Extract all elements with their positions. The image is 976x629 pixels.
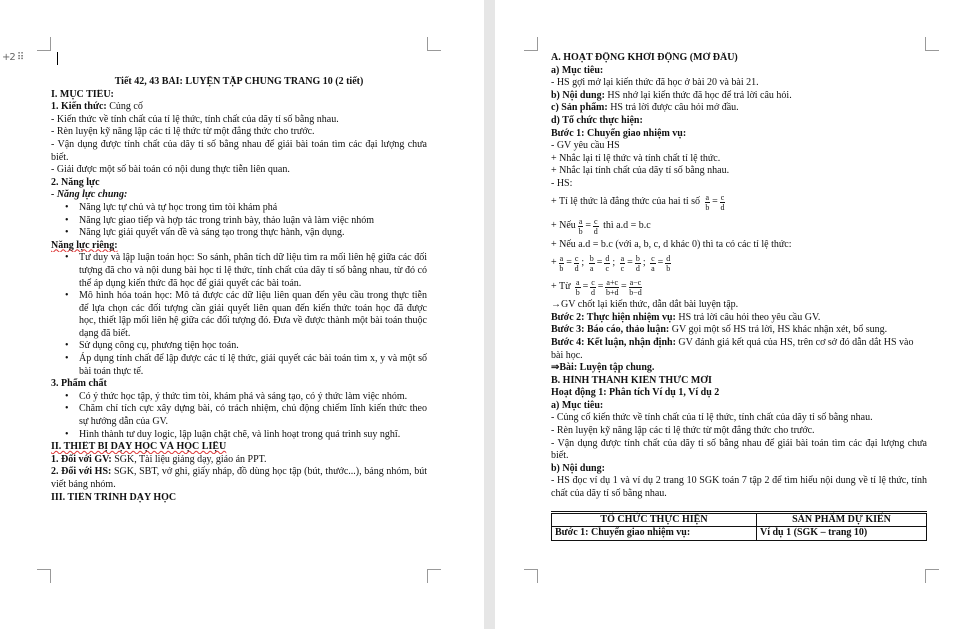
paragraph: - Vận dụng được tính chất của dãy tỉ số bằng nhau để giải bài toán tìm các đại lượng chưa biết. <box>551 437 927 462</box>
table-row <box>552 527 927 541</box>
paragraph: 1. Kiến thức: Củng cố <box>51 101 143 113</box>
subheading: Năng lực riêng: <box>51 239 118 251</box>
table-header-cell: TỔ CHỨC THỰC HIỆN <box>552 512 757 527</box>
fraction: $\frac{a}{c}$ <box>620 253 625 273</box>
subheading: a) Mục tiêu: <box>551 399 604 411</box>
list-item: • Năng lực giao tiếp và hợp tác trong trình bày, thảo luận và làm việc nhóm <box>51 215 427 228</box>
text-cursor <box>57 52 58 65</box>
fraction: $\frac{a}{b}$ <box>578 217 583 237</box>
section-heading: B. HÌNH THÀNH KIẾN THỨC MỚI <box>551 374 712 386</box>
subheading: b) Nội dung: <box>551 462 605 474</box>
paragraph: 2. Đối với HS: SGK, SBT, vở ghi, giấy nháp, đồ dùng học tập (bút, thước...), bảng nhóm, bút viết bảng nhóm. <box>51 466 427 490</box>
formula-line: + $\frac{a}{b}$ = $\frac{c}{d}$ ; $\frac{b}{a}$ = $\frac{d}{c}$ ; $\frac{a}{c}$ = $\frac{b}{d}$ ; $\frac{c}{a}$ = $\frac{d}{b}$ <box>551 253 671 273</box>
fraction: $\frac{c}{a}$ <box>651 253 655 273</box>
section-heading: III. TIẾN TRÌNH DẠY HỌC <box>51 491 177 503</box>
paragraph: - Rèn luyện kỹ năng lập các tỉ lệ thức từ một đẳng thức cho trước. <box>551 425 815 437</box>
paragraph: - HS: <box>551 177 573 189</box>
fraction: $\frac{b}{a}$ <box>589 253 594 273</box>
fraction: $\frac{a}{b}$ <box>705 193 710 213</box>
fraction: $\frac{c}{d}$ <box>574 253 579 273</box>
fraction: $\frac{c}{d}$ <box>590 277 595 297</box>
paragraph: - HS đọc ví dụ 1 và ví dụ 2 trang 10 SGK toán 7 tập 2 để tìm hiểu nội dung về tỉ lệ thức, tính chất của dãy tỉ số bằng nhau. <box>551 475 927 500</box>
paragraph: c) Sản phẩm: HS trả lời được câu hỏi mở đầu. <box>551 102 739 114</box>
fraction: $\frac{c}{d}$ <box>720 193 725 213</box>
paragraph: + Nhắc lại tỉ lệ thức và tính chất tỉ lệ thức. <box>551 152 721 164</box>
lesson-table <box>551 511 927 541</box>
document-page-1 <box>0 0 484 629</box>
crop-mark <box>925 37 939 51</box>
paragraph: + Nếu a.d = b.c (với a, b, c, d khác 0) thì ta có các tỉ lệ thức: <box>551 238 792 250</box>
list-item: • Sử dụng công cụ, phương tiện học toán. <box>51 340 427 353</box>
fraction: $\frac{d}{b}$ <box>666 253 671 273</box>
list-item: • Áp dụng tính chất để lập được các tỉ lệ thức, giải quyết các bài toán tìm x, y và một số bài toán thực tế. <box>51 353 427 378</box>
fraction: $\frac{c}{d}$ <box>593 217 598 237</box>
bullet-list <box>51 202 427 240</box>
page-title: Tiết 42, 43 BÀI: LUYỆN TẬP CHUNG TRANG 10 (2 tiết) <box>114 76 364 87</box>
list-item: • Hình thành tư duy logic, lập luận chặt chẽ, và linh hoạt trong quá trình suy nghĩ. <box>51 429 427 442</box>
subheading: Hoạt động 1: Phân tích Ví dụ 1, Ví dụ 2 <box>551 387 720 399</box>
fraction: $\frac{b}{d}$ <box>635 253 640 273</box>
section-heading: I. MỤC TIÊU: <box>51 88 114 100</box>
fraction: $\frac{d}{c}$ <box>605 253 610 273</box>
paragraph: - Rèn luyện kỹ năng lập các tỉ lệ thức từ một đẳng thức cho trước. <box>51 126 315 138</box>
fraction: $\frac{a}{b}$ <box>575 277 580 297</box>
bullet-list <box>51 252 427 378</box>
paragraph: + Nhắc lại tính chất của dãy tỉ số bằng nhau. <box>551 165 730 177</box>
section-heading: A. HOẠT ĐỘNG KHỞI ĐỘNG (MỞ ĐẦU) <box>551 52 738 63</box>
paragraph: - Củng cố kiến thức về tính chất của tỉ lệ thức, tính chất của dãy tỉ số bằng nhau. <box>551 412 873 424</box>
table-move-handle-icon[interactable]: +2 ⠿ <box>2 52 24 63</box>
paragraph: b) Nội dung: HS nhớ lại kiến thức đã học để trả lời câu hỏi. <box>551 89 792 101</box>
document-page-2 <box>495 0 976 629</box>
list-item: • Có ý thức học tập, ý thức tìm tòi, khám phá và sáng tạo, có ý thức làm việc nhóm. <box>51 391 427 404</box>
crop-mark <box>427 569 441 583</box>
table-header-cell: SẢN PHẨM DỰ KIẾN <box>757 512 927 527</box>
paragraph: - Vận dụng được tính chất của dãy tỉ số bằng nhau để giải bài toán tìm các đại lượng chưa biết. <box>51 138 427 163</box>
crop-mark <box>427 37 441 51</box>
table-cell: Ví dụ 1 (SGK – trang 10) <box>757 527 927 541</box>
paragraph: Bước 2: Thực hiện nhiệm vụ: HS trả lời câu hỏi theo yêu cầu GV. <box>551 311 821 323</box>
crop-mark <box>524 37 538 51</box>
formula-line: + Từ $\frac{a}{b}$ = $\frac{c}{d}$ = $\frac{a+c}{b+d}$ = $\frac{a-c}{b-d}$ <box>551 277 642 297</box>
formula-line: + Tỉ lệ thức là đẳng thức của hai tỉ số $\frac{a}{b}$ = $\frac{c}{d}$ <box>551 193 725 213</box>
fraction: $\frac{a}{b}$ <box>559 253 564 273</box>
fraction: $\frac{a+c}{b+d}$ <box>605 277 619 297</box>
list-item: • Chăm chỉ tích cực xây dựng bài, có trách nhiệm, chủ động chiếm lĩnh kiến thức theo sự hướng dẫn của GV. <box>51 403 427 428</box>
section-heading: 2. Năng lực <box>51 176 100 188</box>
table-cell: Bước 1: Chuyển giao nhiệm vụ: <box>552 527 757 541</box>
table-row <box>552 512 927 527</box>
crop-mark <box>37 569 51 583</box>
subheading: d) Tổ chức thực hiện: <box>551 114 643 126</box>
list-item: • Năng lực giải quyết vấn đề và sáng tạo trong thực hành, vận dụng. <box>51 227 427 240</box>
list-item: • Năng lực tự chủ và tự học trong tìm tòi khám phá <box>51 202 427 215</box>
formula-line: + Nếu $\frac{a}{b}$ = $\frac{c}{d}$ thì a.d = b.c <box>551 217 651 237</box>
paragraph: Bước 4: Kết luận, nhận định: GV đánh giá kết quả của HS, trên cơ sở đó dẫn dắt HS vào bài học. <box>551 336 914 361</box>
paragraph: - Kiến thức về tính chất của tỉ lệ thức, tính chất của dãy tỉ số bằng nhau. <box>51 113 339 125</box>
paragraph: →GV chốt lại kiến thức, dẫn dắt bài luyện tập. <box>551 299 739 311</box>
list-item: • Mô hình hóa toán học: Mô tả được các dữ liệu liên quan đến yêu cầu trong thực tiễn để lựa chọn các đối tượng cần giải quyết liên quan đến kiến thức toán học đã được học, thiết lập mối liên hệ giữa các đối tượng đó. Đưa về được thành một bài toán thuộc dạng đã biết. <box>51 290 427 340</box>
subheading: - Năng lực chung: <box>51 189 128 201</box>
paragraph: - HS gợi mở lại kiến thức đã học ở bài 20 và bài 21. <box>551 77 759 89</box>
paragraph: - Giải được một số bài toán có nội dung thực tiễn liên quan. <box>51 164 290 176</box>
paragraph: - GV yêu cầu HS <box>551 140 620 152</box>
bullet-list <box>51 391 427 441</box>
paragraph: 1. Đối với GV: SGK, Tài liệu giảng dạy, giáo án PPT. <box>51 453 267 465</box>
subheading: Bước 1: Chuyển giao nhiệm vụ: <box>551 127 687 139</box>
paragraph: ⇒Bài: Luyện tập chung. <box>551 362 655 374</box>
subheading: a) Mục tiêu: <box>551 64 604 76</box>
section-heading: II. THIẾT BỊ DẠY HỌC VÀ HỌC LIỆU <box>51 441 227 453</box>
fraction: $\frac{a-c}{b-d}$ <box>629 277 642 297</box>
crop-mark <box>524 569 538 583</box>
crop-mark <box>925 569 939 583</box>
crop-mark <box>37 37 51 51</box>
paragraph: Bước 3: Báo cáo, thảo luận: GV gọi một số HS trả lời, HS khác nhận xét, bổ sung. <box>551 324 888 336</box>
section-heading: 3. Phẩm chất <box>51 378 107 390</box>
list-item: • Tư duy và lập luận toán học: So sánh, phân tích dữ liệu tìm ra mối liên hệ giữa các đối tượng đã cho và nội dung bài học tỉ lệ thức, tính chất của dãy tỉ số bằng nhau, từ đó có thể áp dụng kiến thức đã học để giải quyết các bài toán. <box>51 252 427 290</box>
